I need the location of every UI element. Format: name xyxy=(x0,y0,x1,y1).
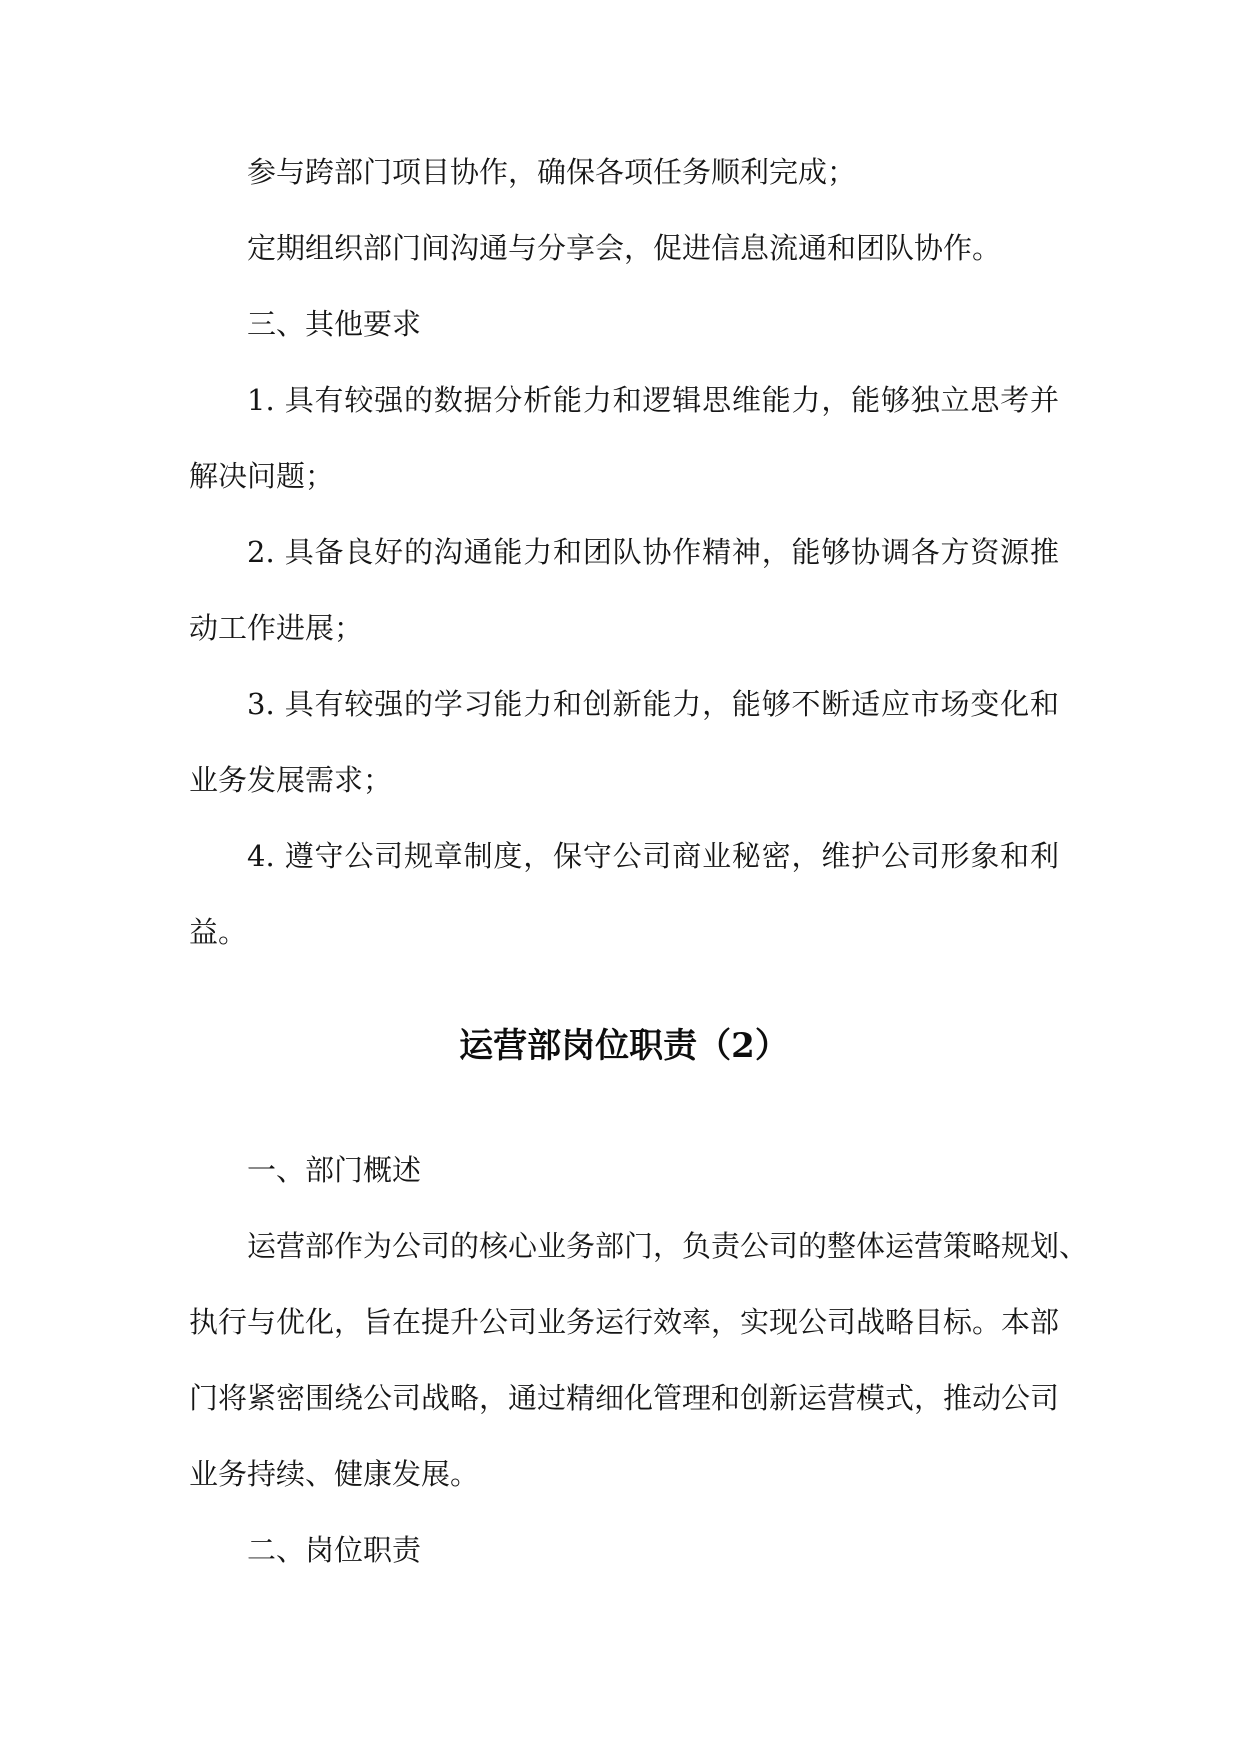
paragraph-line: 解决问题； xyxy=(189,459,335,493)
paragraph-line: 业务持续、健康发展。 xyxy=(189,1457,480,1491)
requirement-item-4 xyxy=(189,818,1059,970)
overview-paragraph xyxy=(189,1208,1089,1512)
paragraph-line: 动工作进展； xyxy=(189,611,364,645)
overview-heading: 一、部门概述 xyxy=(247,1153,422,1187)
paragraph-line: 4. 遵守公司规章制度，保守公司商业秘密，维护公司形象和利 xyxy=(247,839,1059,873)
paragraph-line: 执行与优化，旨在提升公司业务运行效率，实现公司战略目标。本部 xyxy=(189,1305,1060,1339)
paragraph-line: 运营部作为公司的核心业务部门，负责公司的整体运营策略规划、 xyxy=(247,1229,1089,1263)
other-requirements-heading: 三、其他要求 xyxy=(247,307,422,341)
paragraph-line: 益。 xyxy=(189,915,248,949)
paragraph-line: 3. 具有较强的学习能力和创新能力，能够不断适应市场变化和 xyxy=(247,687,1059,721)
paragraph-line: 定期组织部门间沟通与分享会，促进信息流通和团队协作。 xyxy=(247,231,1002,265)
document-body xyxy=(189,134,1089,1588)
collaboration-paragraph xyxy=(189,134,1059,210)
duties-heading: 二、岗位职责 xyxy=(247,1533,422,1567)
paragraph-line: 参与跨部门项目协作，确保各项任务顺利完成； xyxy=(247,155,857,189)
requirement-item-3 xyxy=(189,666,1059,818)
requirement-item-1 xyxy=(189,362,1059,514)
requirement-item-2 xyxy=(189,514,1059,666)
section-title: 运营部岗位职责（2） xyxy=(459,1026,789,1066)
paragraph-line: 1. 具有较强的数据分析能力和逻辑思维能力，能够独立思考并 xyxy=(247,383,1059,417)
paragraph-line: 门将紧密围绕公司战略，通过精细化管理和创新运营模式，推动公司 xyxy=(189,1381,1060,1415)
paragraph-line: 2. 具备良好的沟通能力和团队协作精神，能够协调各方资源推 xyxy=(247,535,1059,569)
communication-paragraph xyxy=(189,210,1059,286)
paragraph-line: 业务发展需求； xyxy=(189,763,393,797)
